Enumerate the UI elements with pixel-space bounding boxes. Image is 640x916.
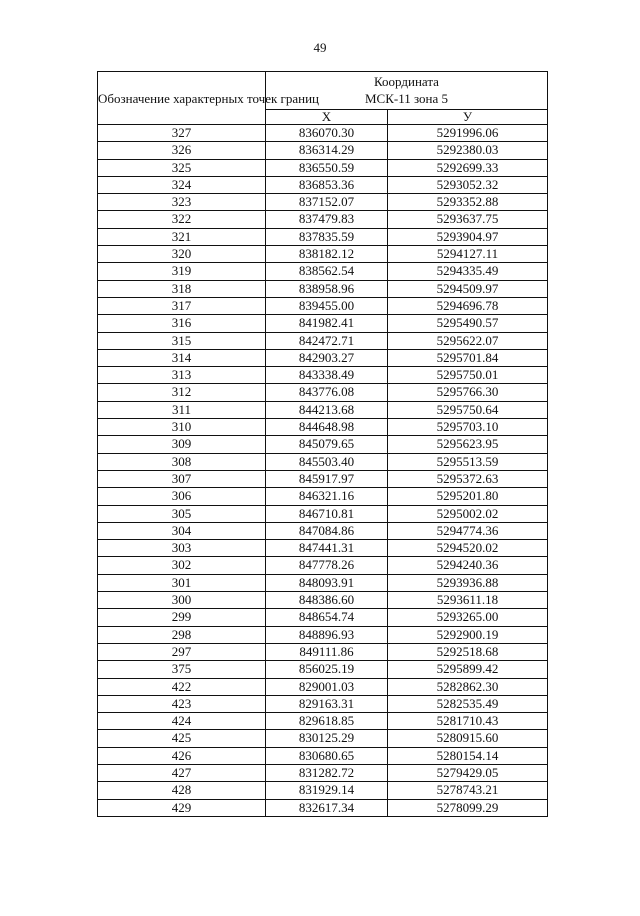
point-number-cell: 299: [98, 609, 266, 626]
point-number-cell: 309: [98, 436, 266, 453]
x-coordinate-cell: 846321.16: [266, 488, 388, 505]
table-row: [98, 470, 548, 487]
table-row: [98, 799, 548, 816]
point-number-cell: 301: [98, 574, 266, 591]
point-number-cell: 326: [98, 142, 266, 159]
point-number-cell: 321: [98, 228, 266, 245]
x-coordinate-cell: 842903.27: [266, 349, 388, 366]
y-coordinate-cell: 5295201.80: [388, 488, 548, 505]
x-coordinate-cell: 831282.72: [266, 764, 388, 781]
y-coordinate-cell: 5295002.02: [388, 505, 548, 522]
y-coordinate-cell: 5293352.88: [388, 194, 548, 211]
table-row: [98, 522, 548, 539]
y-coordinate-cell: 5292699.33: [388, 159, 548, 176]
table-row: [98, 540, 548, 557]
x-coordinate-cell: 836314.29: [266, 142, 388, 159]
x-coordinate-cell: 843338.49: [266, 367, 388, 384]
table-row: [98, 246, 548, 263]
y-coordinate-cell: 5281710.43: [388, 713, 548, 730]
y-coordinate-cell: 5295623.95: [388, 436, 548, 453]
point-number-cell: 425: [98, 730, 266, 747]
point-number-cell: 426: [98, 747, 266, 764]
y-coordinate-cell: 5278099.29: [388, 799, 548, 816]
point-number-cell: 429: [98, 799, 266, 816]
x-coordinate-cell: 837479.83: [266, 211, 388, 228]
x-coordinate-cell: 844213.68: [266, 401, 388, 418]
y-coordinate-cell: 5295899.42: [388, 661, 548, 678]
x-coordinate-cell: 842472.71: [266, 332, 388, 349]
table-row: [98, 297, 548, 314]
table-row: [98, 401, 548, 418]
point-number-cell: 302: [98, 557, 266, 574]
y-coordinate-cell: 5294509.97: [388, 280, 548, 297]
table-row: [98, 713, 548, 730]
table-row: [98, 661, 548, 678]
table-row: [98, 782, 548, 799]
y-coordinate-cell: 5282862.30: [388, 678, 548, 695]
point-number-cell: 327: [98, 125, 266, 142]
x-coordinate-cell: 847084.86: [266, 522, 388, 539]
point-number-cell: 319: [98, 263, 266, 280]
y-coordinate-cell: 5295750.64: [388, 401, 548, 418]
table-row: [98, 367, 548, 384]
point-number-cell: 303: [98, 540, 266, 557]
y-coordinate-cell: 5293936.88: [388, 574, 548, 591]
y-coordinate-cell: 5295372.63: [388, 470, 548, 487]
table-row: [98, 678, 548, 695]
coordinate-title: Координата: [374, 74, 439, 90]
x-coordinate-cell: 837835.59: [266, 228, 388, 245]
x-coordinate-cell: 839455.00: [266, 297, 388, 314]
y-coordinate-cell: 5294127.11: [388, 246, 548, 263]
y-coordinate-cell: 5291996.06: [388, 125, 548, 142]
table-row: [98, 626, 548, 643]
y-coordinate-cell: 5295703.10: [388, 419, 548, 436]
point-label-header: Обозначение характерных точек границ: [98, 72, 266, 125]
point-number-cell: 316: [98, 315, 266, 332]
x-coordinate-cell: 844648.98: [266, 419, 388, 436]
table-row: [98, 125, 548, 142]
x-coordinate-cell: 848896.93: [266, 626, 388, 643]
point-number-cell: 313: [98, 367, 266, 384]
point-number-cell: 300: [98, 592, 266, 609]
y-coordinate-cell: 5293611.18: [388, 592, 548, 609]
x-coordinate-cell: 845917.97: [266, 470, 388, 487]
x-coordinate-cell: 848654.74: [266, 609, 388, 626]
point-number-cell: 320: [98, 246, 266, 263]
y-coordinate-cell: 5280915.60: [388, 730, 548, 747]
x-coordinate-cell: 847441.31: [266, 540, 388, 557]
table-row: [98, 159, 548, 176]
table-row: [98, 419, 548, 436]
table-row: [98, 505, 548, 522]
point-number-cell: 423: [98, 695, 266, 712]
x-coordinate-cell: 837152.07: [266, 194, 388, 211]
y-coordinate-cell: 5293637.75: [388, 211, 548, 228]
point-number-cell: 422: [98, 678, 266, 695]
x-coordinate-cell: 838958.96: [266, 280, 388, 297]
x-coordinate-cell: 830125.29: [266, 730, 388, 747]
x-coordinate-cell: 845503.40: [266, 453, 388, 470]
table-row: [98, 592, 548, 609]
point-number-cell: 427: [98, 764, 266, 781]
y-coordinate-cell: 5293904.97: [388, 228, 548, 245]
x-coordinate-cell: 829163.31: [266, 695, 388, 712]
x-coordinate-cell: 836070.30: [266, 125, 388, 142]
y-column-header: У: [388, 109, 548, 124]
point-number-cell: 305: [98, 505, 266, 522]
point-number-cell: 310: [98, 419, 266, 436]
page-number: 49: [313, 40, 327, 55]
coordinates-table: [97, 71, 548, 817]
table-row: [98, 747, 548, 764]
table-row: [98, 280, 548, 297]
y-coordinate-cell: 5292518.68: [388, 643, 548, 660]
point-number-cell: 306: [98, 488, 266, 505]
x-coordinate-cell: 830680.65: [266, 747, 388, 764]
point-number-cell: 311: [98, 401, 266, 418]
table-row: [98, 176, 548, 193]
x-coordinate-cell: 829001.03: [266, 678, 388, 695]
y-coordinate-cell: 5294520.02: [388, 540, 548, 557]
table-row: [98, 315, 548, 332]
point-number-cell: 312: [98, 384, 266, 401]
point-number-cell: 314: [98, 349, 266, 366]
y-coordinate-cell: 5278743.21: [388, 782, 548, 799]
table-row: [98, 332, 548, 349]
point-number-cell: 315: [98, 332, 266, 349]
x-coordinate-cell: 843776.08: [266, 384, 388, 401]
x-coordinate-cell: 831929.14: [266, 782, 388, 799]
point-number-cell: 375: [98, 661, 266, 678]
y-coordinate-cell: 5292900.19: [388, 626, 548, 643]
x-coordinate-cell: 847778.26: [266, 557, 388, 574]
point-number-cell: 322: [98, 211, 266, 228]
table-row: [98, 142, 548, 159]
x-coordinate-cell: 838182.12: [266, 246, 388, 263]
x-coordinate-cell: 848386.60: [266, 592, 388, 609]
point-number-cell: 323: [98, 194, 266, 211]
table-row: [98, 453, 548, 470]
y-coordinate-cell: 5293052.32: [388, 176, 548, 193]
y-coordinate-cell: 5282535.49: [388, 695, 548, 712]
table-row: [98, 211, 548, 228]
y-coordinate-cell: 5295490.57: [388, 315, 548, 332]
y-coordinate-cell: 5295701.84: [388, 349, 548, 366]
table-body: [98, 125, 548, 817]
x-coordinate-cell: 848093.91: [266, 574, 388, 591]
y-coordinate-cell: 5295513.59: [388, 453, 548, 470]
table-row: [98, 643, 548, 660]
x-coordinate-cell: 838562.54: [266, 263, 388, 280]
point-number-cell: 318: [98, 280, 266, 297]
y-coordinate-cell: 5294696.78: [388, 297, 548, 314]
table-row: [98, 557, 548, 574]
point-number-cell: 304: [98, 522, 266, 539]
x-coordinate-cell: 836550.59: [266, 159, 388, 176]
point-number-cell: 324: [98, 176, 266, 193]
x-coordinate-cell: 836853.36: [266, 176, 388, 193]
x-coordinate-cell: 849111.86: [266, 643, 388, 660]
y-coordinate-cell: 5279429.05: [388, 764, 548, 781]
y-coordinate-cell: 5294335.49: [388, 263, 548, 280]
y-coordinate-cell: 5294774.36: [388, 522, 548, 539]
x-coordinate-cell: 829618.85: [266, 713, 388, 730]
coordinate-system: МСК-11 зона 5: [364, 91, 449, 107]
point-number-cell: 307: [98, 470, 266, 487]
point-number-cell: 308: [98, 453, 266, 470]
point-number-cell: 298: [98, 626, 266, 643]
point-number-cell: 424: [98, 713, 266, 730]
table-row: [98, 349, 548, 366]
table-row: [98, 574, 548, 591]
table-row: [98, 764, 548, 781]
table-row: [98, 436, 548, 453]
y-coordinate-cell: 5292380.03: [388, 142, 548, 159]
x-coordinate-cell: 841982.41: [266, 315, 388, 332]
point-number-cell: 428: [98, 782, 266, 799]
table-row: [98, 488, 548, 505]
y-coordinate-cell: 5280154.14: [388, 747, 548, 764]
table-header: [98, 72, 548, 125]
table-row: [98, 609, 548, 626]
x-coordinate-cell: 845079.65: [266, 436, 388, 453]
y-coordinate-cell: 5294240.36: [388, 557, 548, 574]
table-row: [98, 228, 548, 245]
y-coordinate-cell: 5295622.07: [388, 332, 548, 349]
table-row: [98, 263, 548, 280]
x-coordinate-cell: 832617.34: [266, 799, 388, 816]
table-row: [98, 384, 548, 401]
y-coordinate-cell: 5295766.30: [388, 384, 548, 401]
table-row: [98, 194, 548, 211]
x-column-header: X: [266, 109, 388, 124]
point-number-cell: 317: [98, 297, 266, 314]
table-row: [98, 730, 548, 747]
y-coordinate-cell: 5293265.00: [388, 609, 548, 626]
point-number-cell: 325: [98, 159, 266, 176]
x-coordinate-cell: 856025.19: [266, 661, 388, 678]
x-coordinate-cell: 846710.81: [266, 505, 388, 522]
point-number-cell: 297: [98, 643, 266, 660]
y-coordinate-cell: 5295750.01: [388, 367, 548, 384]
table-row: [98, 695, 548, 712]
